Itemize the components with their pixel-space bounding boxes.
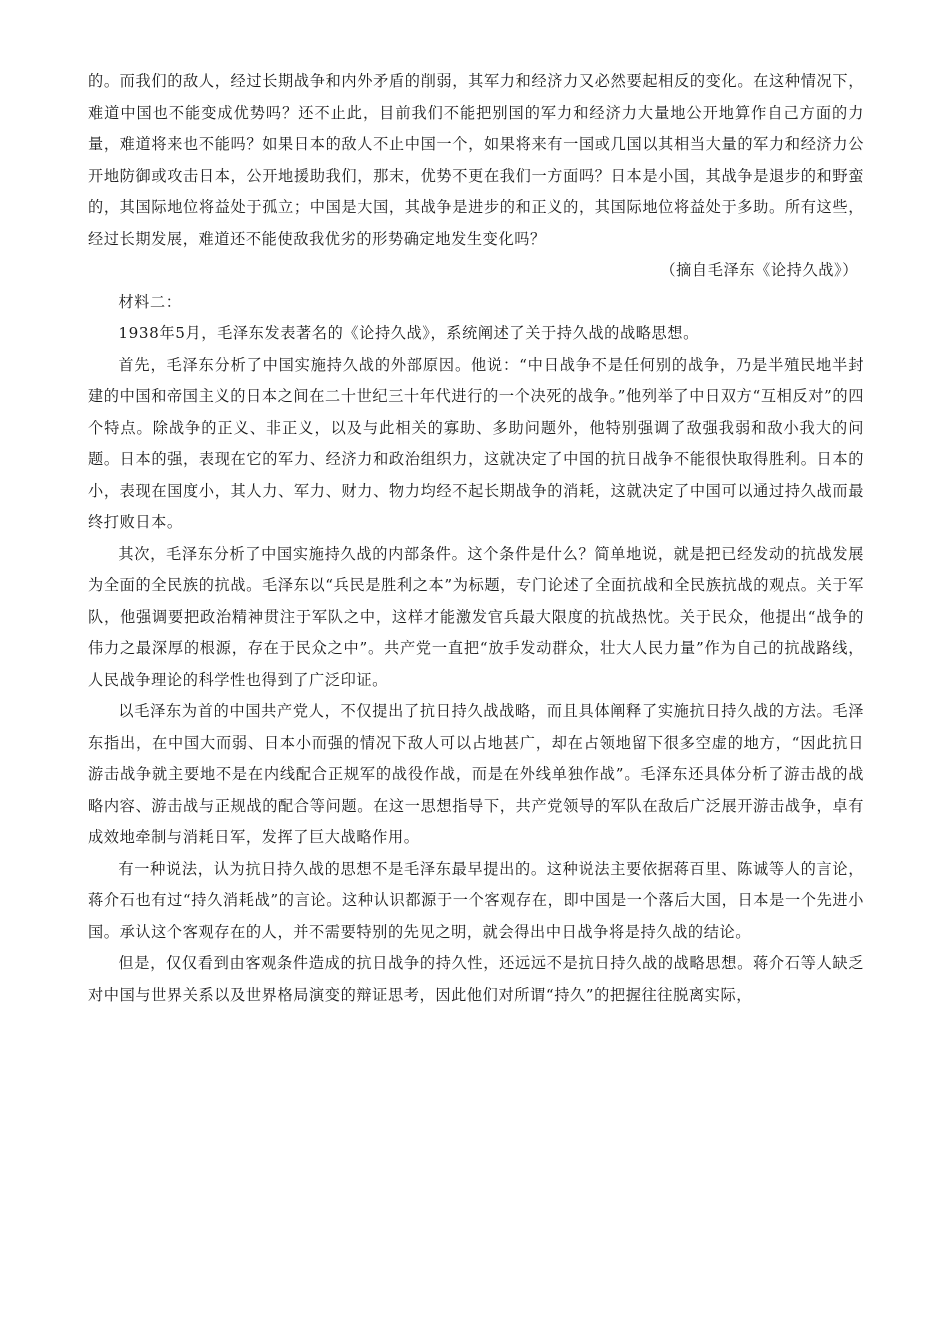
material-two-heading: 材料二：: [118, 292, 182, 311]
body-paragraph: 但是，仅仅看到由客观条件造成的抗日战争的持久性，还远远不是抗日持久战的战略思想。蒋介石等人缺乏对中国与世界关系以及世界格局演变的辩证思考，因此他们对所谓“持久”的把握往往脱离实际，: [88, 954, 864, 1004]
document-page: [88, 66, 864, 1011]
material-one-tail-paragraph: 的。而我们的敌人，经过长期战争和内外矛盾的削弱，其军力和经济力又必然要起相反的变化。在这种情况下，难道中国也不能变成优势吗？还不止此，目前我们不能把别国的军力和经济力大量地公开地算作自己方面的力量，难道将来也不能吗？如果日本的敌人不止中国一个，如果将来有一国或几国以其相当大量的军力和经济力公开地防御或攻击日本，公开地援助我们，那末，优势不更在我们一方面吗？日本是小国，其战争是退步的和野蛮的，其国际地位将益处于孤立；中国是大国，其战争是进步的和正义的，其国际地位将益处于多助。所有这些，经过长期发展，难道还不能使敌我优劣的形势确定地发生变化吗？: [88, 72, 864, 248]
body-paragraph: 以毛泽东为首的中国共产党人，不仅提出了抗日持久战战略，而且具体阐释了实施抗日持久战的方法。毛泽东指出，在中国大而弱、日本小而强的情况下敌人可以占地甚广，却在占领地留下很多空虚的地方，“因此抗日游击战争就主要地不是在内线配合正规军的战役作战，而是在外线单独作战”。毛泽东还具体分析了游击战的战略内容、游击战与正规战的配合等问题。在这一思想指导下，共产党领导的军队在敌后广泛展开游击战争，卓有成效地牵制与消耗日军，发挥了巨大战略作用。: [88, 702, 864, 846]
source-citation: （摘自毛泽东《论持久战》）: [660, 261, 858, 279]
body-paragraph: 其次，毛泽东分析了中国实施持久战的内部条件。这个条件是什么？简单地说，就是把已经发动的抗战发展为全面的全民族的抗战。毛泽东以“兵民是胜利之本”为标题，专门论述了全面抗战和全民族抗战的观点。关于军队，他强调要把政治精神贯注于军队之中，这样才能激发官兵最大限度的抗战热忱。关于民众，他提出“战争的伟力之最深厚的根源，存在于民众之中”。共产党一直把“放手发动群众，壮大人民力量”作为自己的抗战路线，人民战争理论的科学性也得到了广泛印证。: [88, 544, 864, 689]
body-paragraph: 首先，毛泽东分析了中国实施持久战的外部原因。他说：“中日战争不是任何别的战争，乃是半殖民地半封建的中国和帝国主义的日本之间在二十世纪三十年代进行的一个决死的战争。”他列举了中日双方“互相反对”的四个特点。除战争的正义、非正义，以及与此相关的寡助、多助问题外，他特别强调了敌强我弱和敌小我大的问题。日本的强，表现在它的军力、经济力和政治组织力，这就决定了中国的抗日战争不能很快取得胜利。日本的小，表现在国度小，其人力、军力、财力、物力均经不起长期战争的消耗，这就决定了中国可以通过持久战而最终打败日本。: [88, 355, 864, 531]
body-paragraph: 1938年5月，毛泽东发表著名的《论持久战》，系统阐述了关于持久战的战略思想。: [118, 324, 699, 342]
body-paragraph: 有一种说法，认为抗日持久战的思想不是毛泽东最早提出的。这种说法主要依据蒋百里、陈诚等人的言论，蒋介石也有过“持久消耗战”的言论。这种认识都源于一个客观存在，即中国是一个落后大国，日本是一个先进小国。承认这个客观存在的人，并不需要特别的先见之明，就会得出中日战争将是持久战的结论。: [88, 859, 864, 941]
